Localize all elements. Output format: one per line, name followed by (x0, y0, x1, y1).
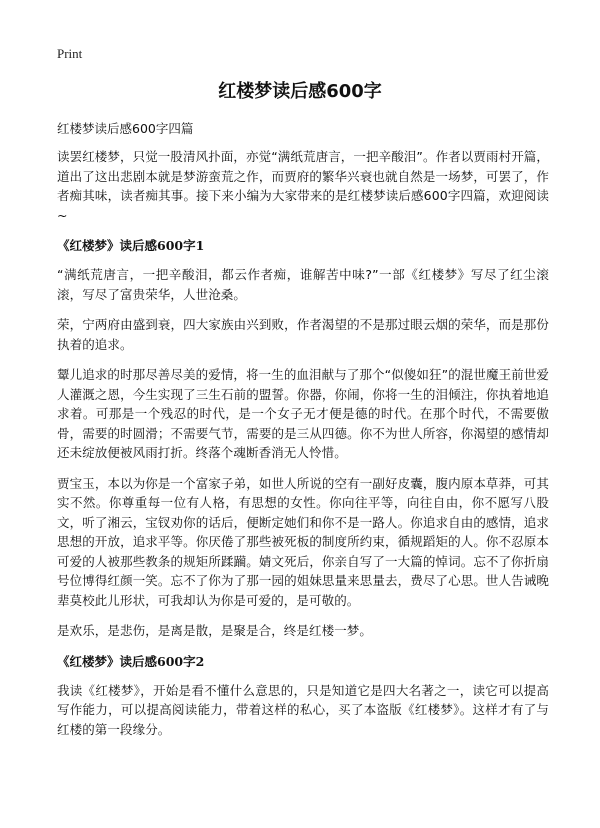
article-body (57, 147, 549, 750)
section-1-paragraph-4: 贾宝玉，本以为你是一个富家子弟，如世人所说的空有一副好皮囊，腹内原本草莽，可其实不然。你尊重每一位有人格，有思想的女性。你向往平等，向往自由，你不愿写八股文，听了湘云，宝钗劝你的话后，便断定她们和你不是一路人。你追求自由的感情，追求思想的开放，追求平等。你厌倦了那些被死板的制度所约束，循规蹈矩的人。你不忍原本可爱的人被那些教条的规矩所蹂躏。婧文死后，你亲自写了一大篇的悼词。忘不了你折扇号位博得红颜一笑。忘不了你为了那一园的姐妹思量来思量去，费尽了心思。世人告诫晚辈莫校此儿形状，可我却认为你是可爱的，是可敬的。 (57, 475, 549, 608)
section-1-paragraph-1: “满纸荒唐言，一把辛酸泪，都云作者痴，谁解苦中味?”一部《红楼梦》写尽了红尘滚滚，写尽了富贵荣华，人世沧桑。 (57, 267, 549, 302)
section-1-heading: 《红楼梦》读后感600字1 (57, 238, 205, 253)
print-link[interactable]: Print (57, 46, 83, 61)
section-2-heading: 《红楼梦》读后感600字2 (57, 653, 205, 669)
section-2-paragraph-1: 我读《红楼梦》，开始是看不懂什么意思的，只是知道它是四大名著之一，读它可以提高写作能力，可以提高阅读能力，带着这样的私心，买了本盗版《红楼梦》。这样才有了与红楼的第一段缘分。 (57, 682, 549, 737)
article-subtitle: 红楼梦读后感600字四篇 (57, 121, 194, 136)
section-1-paragraph-3: 颦儿追求的时那尽善尽美的爱情，将一生的血泪献与了那个“似傻如狂”的混世魔王前世爱人灌溉之恩，今生实现了三生石前的盟誓。你器，你闹，你将一生的泪倾注，你执着地追求着。可那是一个残忍的时代，是一个女子无才便是德的时代。在那个时代，不需要傲骨，需要的时圆滑；不需要气节，需要的是三从四德。你不为世人所容，你渴望的感情却还未绽放便被风雨打折。终落个魂断香消无人怜惜。 (57, 367, 549, 460)
page-title: 红楼梦读后感600字 (218, 81, 382, 102)
section-1-paragraph-2: 荣，宁两府由盛到衰，四大家族由兴到败，作者渴望的不是那过眼云烟的荣华，而是那份执着的追求。 (57, 317, 549, 352)
section-1-paragraph-5: 是欢乐，是悲伤，是离是散，是聚是合，终是红楼一梦。 (57, 623, 373, 638)
intro-paragraph: 读罢红楼梦，只觉一股清风扑面，亦觉“满纸荒唐言，一把辛酸泪”。作者以贾雨村开篇，道出了这出悲剧本就是梦游蛮荒之作，而贾府的繁华兴衰也就自然是一场梦，可罢了，作者痴其味，读者痴其事。接下来小编为大家带来的是红楼梦读后感600字四篇，欢迎阅读~ (57, 149, 549, 223)
